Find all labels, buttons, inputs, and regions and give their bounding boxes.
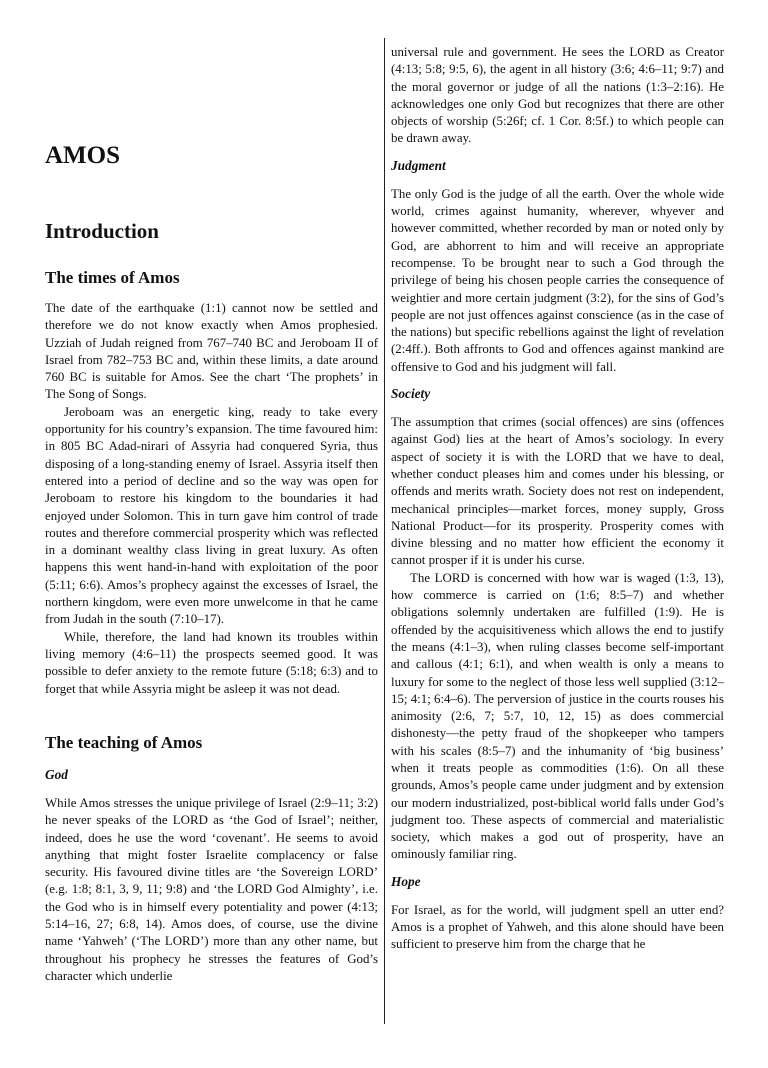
times-paragraph-1: The date of the earthquake (1:1) cannot now be settled and therefore we do not know exactly when Amos prophesied. Uzziah of Judah reigned from 767–740 BC and Jeroboam II of Israel from 782–753 BC and, within these limits, a date around 760 BC is suitable for Amos. See the chart ‘The prophets’ in The Song of Songs. [45, 301, 378, 402]
judgment-paragraph: The only God is the judge of all the earth. Over the whole wide world, crimes against humanity, wherever, whyever and however committed, whether recorded by man or noted only by God, are abhorrent to him and will receive an appropriate recompense. To be brought near to such a God through the privilege of being his chosen people carries the consequence of weightier and more certain judgment (3:2), for the sins of God’s people are not just offences against conscience (as in the case of the nations) but specific rebellions against the light of revelation (2:4ff.). Both affronts to God and offences against mankind are offensive to God and his judgment will fall. [391, 186, 724, 374]
times-section [45, 300, 378, 698]
god-paragraph-continued: universal rule and government. He sees the LORD as Creator (4:13; 5:8; 9:5, 6), the agent in all history (3:6; 4:6–11; 9:7) and the moral governor or judge of all the nations (1:3–2:16). He acknowledges one only God but recognizes that there are other objects of worship (5:26f; cf. 1 Cor. 8:5f.) to which people can be drawn away. [391, 45, 724, 146]
book-title: AMOS [45, 142, 120, 169]
society-heading: Society [391, 386, 431, 402]
times-paragraph-3: While, therefore, the land had known its troubles within living memory (4:6–11) the prospects seemed good. It was possible to defer anxiety to the remote future (5:18; 6:3) and to forget that while Assyria might be asleep it was not dead. [45, 629, 378, 696]
left-column [45, 0, 378, 1024]
times-heading: The times of Amos [45, 268, 180, 287]
hope-paragraph: For Israel, as for the world, will judgment spell an utter end? Amos is a prophet of Yahweh, and this alone should have been sufficient to preserve him from the charge that he [391, 902, 724, 952]
god-paragraph: While Amos stresses the unique privilege of Israel (2:9–11; 3:2) he never speaks of the LORD as ‘the God of Israel’; neither, indeed, does he use the word ‘covenant’. He seems to avoid anything that might foster Israelite complacency or false security. His favoured divine titles are ‘the Sovereign LORD’ (e.g. 1:8; 8:1, 3, 9, 11; 9:8) and ‘the LORD God Almighty’, i.e. the God who is in himself every potentiality and power (4:13; 5:14–16, 27; 6:8, 14). Amos does, of course, use the divine name ‘Yahweh’ (‘The LORD’) more than any other name, but throughout his prophecy he stresses the features of God’s character which underlie [45, 796, 378, 983]
judgment-heading: Judgment [391, 157, 446, 173]
introduction-heading: Introduction [45, 219, 159, 243]
god-heading: God [45, 767, 68, 782]
god-section [45, 767, 378, 985]
society-paragraph-1: The assumption that crimes (social offences) are sins (offences against God) lies at the heart of Amos’s sociology. In every aspect of society it is with the LORD that we have to deal, whether conduct pleases him and comes under his blessing, or offends and merits wrath. Society does not rest on independent, mechanical principles—market forces, money supply, Gross National Product—for its prosperity. Prosperity comes with divine blessing and no matter how efficient the economy it cannot prosper if it is under his curse. [391, 415, 724, 568]
column-divider [384, 38, 385, 1024]
hope-heading: Hope [391, 873, 421, 889]
society-paragraph-2: The LORD is concerned with how war is waged (1:3, 13), how commerce is carried on (1:6; 8:5–7) and whether obligations solemnly undertaken are fulfilled (1:9). He is offended by the acquisitiveness which allows the end to justify the means (4:1–3), when ruling classes become self-important and callous (4:1; 6:1), and when wealth is only a means to luxury for some to the neglect of those less well supplied (3:12–15; 4:1; 6:4–6). The perversion of justice in the courts rouses his animosity (2:6, 7; 5:7, 10, 12, 15) as does commercial dishonesty—the petty fraud of the shopkeeper who tampers with his scales (8:5–7) and the inhumanity of ‘big business’ when it treats people as commodities (1:6). On all these grounds, Amos’s people came under judgment and by extension our modern industrialized, post-biblical world falls under God’s judgment too. These aspects of commercial and materialistic society, which makes a god out of prosperity, have an ominously familiar ring. [391, 570, 724, 862]
times-paragraph-2: Jeroboam was an energetic king, ready to take every opportunity for his country’s expansion. The time favoured him: in 805 BC Adad-nirari of Assyria had conquered Syria, thus disposing of a long-standing enemy of Israel. Assyria itself then entered into a period of decline and so the way was open for Jeroboam to restore his kingdom to the boundaries it had enjoyed under Solomon. This in turn gave him control of trade routes and therefore commercial prosperity which was reflected in a dominant wealthy class living in great luxury. As often happens this went hand-in-hand with exploitation of the poor (5:11; 6:6). Amos’s prophecy against the excesses of Israel, the northern kingdom, were even more unwelcome in that he came from Judah in the south (7:10–17). [45, 404, 378, 627]
right-column [391, 44, 724, 1068]
teaching-heading: The teaching of Amos [45, 733, 203, 752]
